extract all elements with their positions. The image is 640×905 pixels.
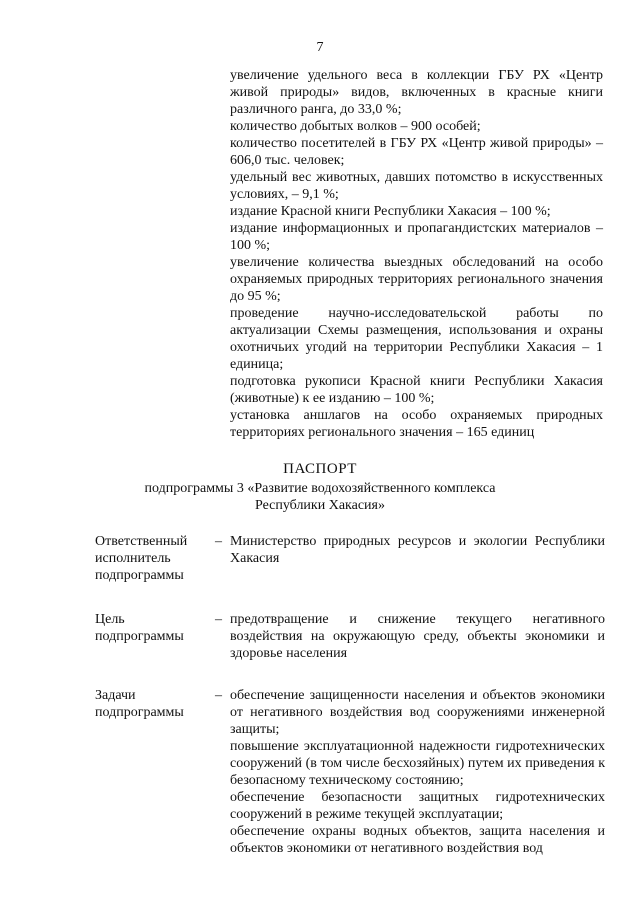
row-label: Ответственный исполнитель подпрограммы bbox=[95, 534, 188, 583]
task-item: обеспечение защищенности населения и объектов экономики от негативного воздействия вод сооружениями инженерной защиты; bbox=[230, 688, 605, 737]
passport-subtitle-line: Республики Хакасия» bbox=[254, 498, 385, 513]
list-item: увеличение количества выездных обследований на особо охраняемых природных территориях регионального значения до 95 %; bbox=[230, 255, 603, 304]
indicator-list bbox=[230, 67, 603, 441]
list-item: количество добытых волков – 900 особей; bbox=[230, 119, 481, 134]
task-item: обеспечение охраны водных объектов, защита населения и объектов экономики от негативного воздействия вод bbox=[230, 824, 605, 856]
task-item: обеспечение безопасности защитных гидротехнических сооружений в режиме текущей эксплуатации; bbox=[230, 790, 605, 822]
list-item: установка аншлагов на особо охраняемых природных территориях регионального значения – 165 единиц bbox=[230, 408, 603, 440]
list-item: проведение научно-исследовательской работы по актуализации Схемы размещения, использования и охраны охотничьих угодий на территории Республики Хакасия – 1 единица; bbox=[230, 306, 603, 372]
row-content bbox=[230, 687, 605, 857]
list-item: увеличение удельного веса в коллекции ГБУ РХ «Центр живой природы» видов, включенных в красные книги различного ранга, до 33,0 %; bbox=[230, 68, 603, 117]
row-content: предотвращение и снижение текущего негативного воздействия на окружающую среду, объекты экономики и здоровье населения bbox=[230, 612, 605, 661]
page-number: 7 bbox=[316, 40, 324, 55]
passport-subtitle bbox=[0, 480, 640, 514]
list-item: издание Красной книги Республики Хакасия – 100 %; bbox=[230, 204, 551, 219]
passport-title: ПАСПОРТ bbox=[283, 461, 357, 477]
row-dash: – bbox=[215, 688, 222, 703]
row-dash: – bbox=[215, 534, 222, 549]
list-item: подготовка рукописи Красной книги Республики Хакасия (животные) к ее изданию – 100 %; bbox=[230, 374, 603, 406]
passport-subtitle-line: подпрограммы 3 «Развитие водохозяйственного комплекса bbox=[144, 481, 496, 496]
list-item: издание информационных и пропагандистских материалов – 100 %; bbox=[230, 221, 603, 253]
task-item: повышение эксплуатационной надежности гидротехнических сооружений (в том числе бесхозяйных) путем их приведения к безопасному техническому состоянию; bbox=[230, 739, 605, 788]
list-item: удельный вес животных, давших потомство в искусственных условиях, – 9,1 %; bbox=[230, 170, 603, 202]
row-label: Задачи подпрограммы bbox=[95, 688, 184, 720]
row-dash: – bbox=[215, 612, 222, 627]
row-label: Цель подпрограммы bbox=[95, 612, 184, 644]
list-item: количество посетителей в ГБУ РХ «Центр живой природы» – 606,0 тыс. человек; bbox=[230, 136, 603, 168]
row-content: Министерство природных ресурсов и экологии Республики Хакасия bbox=[230, 534, 605, 566]
